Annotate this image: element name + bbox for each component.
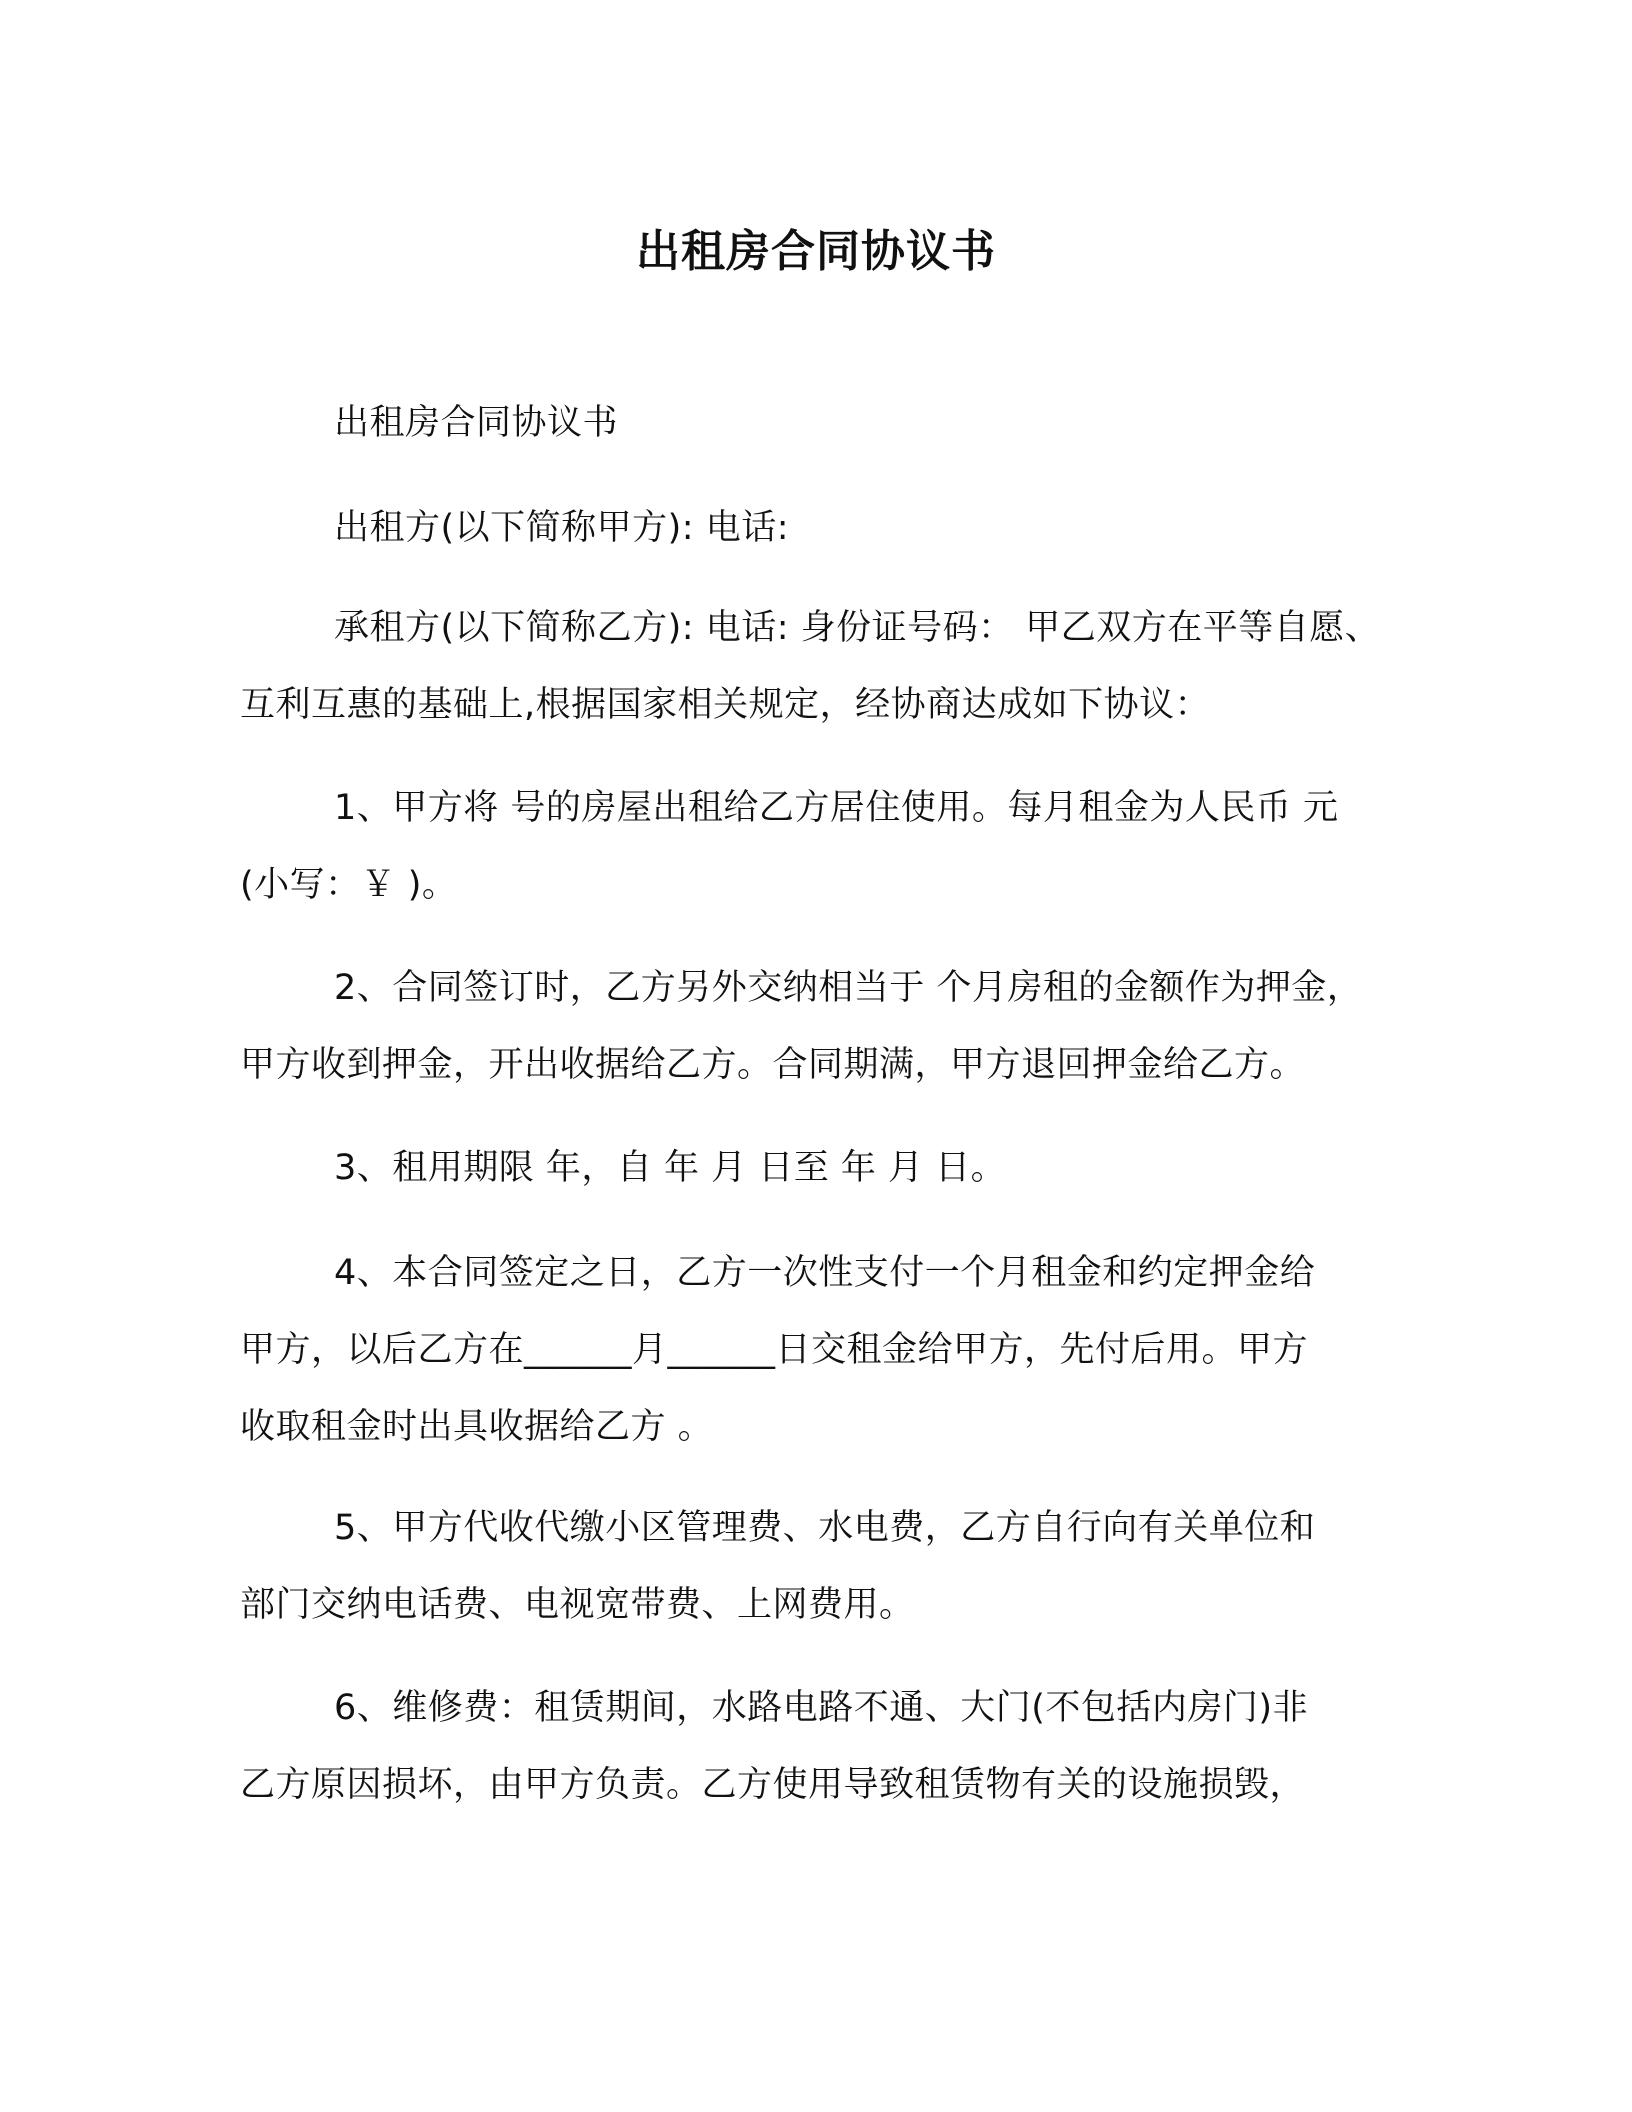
clause-2-paragraph — [240, 950, 1392, 1104]
clause-1-paragraph — [240, 770, 1392, 924]
clause-5-line-2: 部门交纳电话费、电视宽带费、上网费用。 — [240, 1585, 915, 1625]
clause-5-line-1: 5、甲方代收代缴小区管理费、水电费，乙方自行向有关单位和 — [334, 1508, 1316, 1548]
lessor-paragraph — [240, 490, 1392, 567]
lessee-line-2: 互利互惠的基础上,根据国家相关规定，经协商达成如下协议： — [240, 685, 1211, 725]
clause-5-paragraph — [240, 1490, 1392, 1644]
clause-4-line-2: 甲方，以后乙方在______月______日交租金给甲方，先付后用。甲方 — [240, 1330, 1309, 1370]
clause-1-line-1: 1、甲方将 号的房屋出租给乙方居住使用。每月租金为人民币 元 — [334, 788, 1339, 828]
clause-3-paragraph — [240, 1130, 1392, 1207]
clause-3-line-1: 3、租用期限 年，自 年 月 日至 年 月 日。 — [334, 1148, 1007, 1188]
clause-6-line-1: 6、维修费：租赁期间，水路电路不通、大门(不包括内房门)非 — [334, 1688, 1309, 1728]
subtitle-text: 出租房合同协议书 — [334, 403, 619, 443]
clause-4-line-3: 收取租金时出具收据给乙方 。 — [240, 1407, 714, 1447]
document-title: 出租房合同协议书 — [636, 226, 996, 277]
lessee-paragraph — [240, 590, 1392, 744]
subtitle-paragraph — [240, 385, 1392, 462]
lessee-line-1: 承租方(以下简称乙方): 电话: 身份证号码： 甲乙双方在平等自愿、 — [334, 608, 1381, 648]
clause-6-line-2: 乙方原因损坏，由甲方负责。乙方使用导致租赁物有关的设施损毁， — [240, 1765, 1306, 1805]
clause-1-line-2: (小写：￥ )。 — [240, 865, 458, 905]
lessor-text: 出租方(以下简称甲方): 电话: — [334, 508, 790, 548]
clause-2-line-2: 甲方收到押金，开出收据给乙方。合同期满，甲方退回押金给乙方。 — [240, 1045, 1306, 1085]
clause-6-paragraph — [240, 1670, 1392, 1824]
clause-4-paragraph — [240, 1235, 1392, 1466]
clause-4-line-1: 4、本合同签定之日，乙方一次性支付一个月租金和约定押金给 — [334, 1253, 1316, 1293]
clause-2-line-1: 2、合同签订时，乙方另外交纳相当于 个月房租的金额作为押金， — [334, 968, 1363, 1008]
